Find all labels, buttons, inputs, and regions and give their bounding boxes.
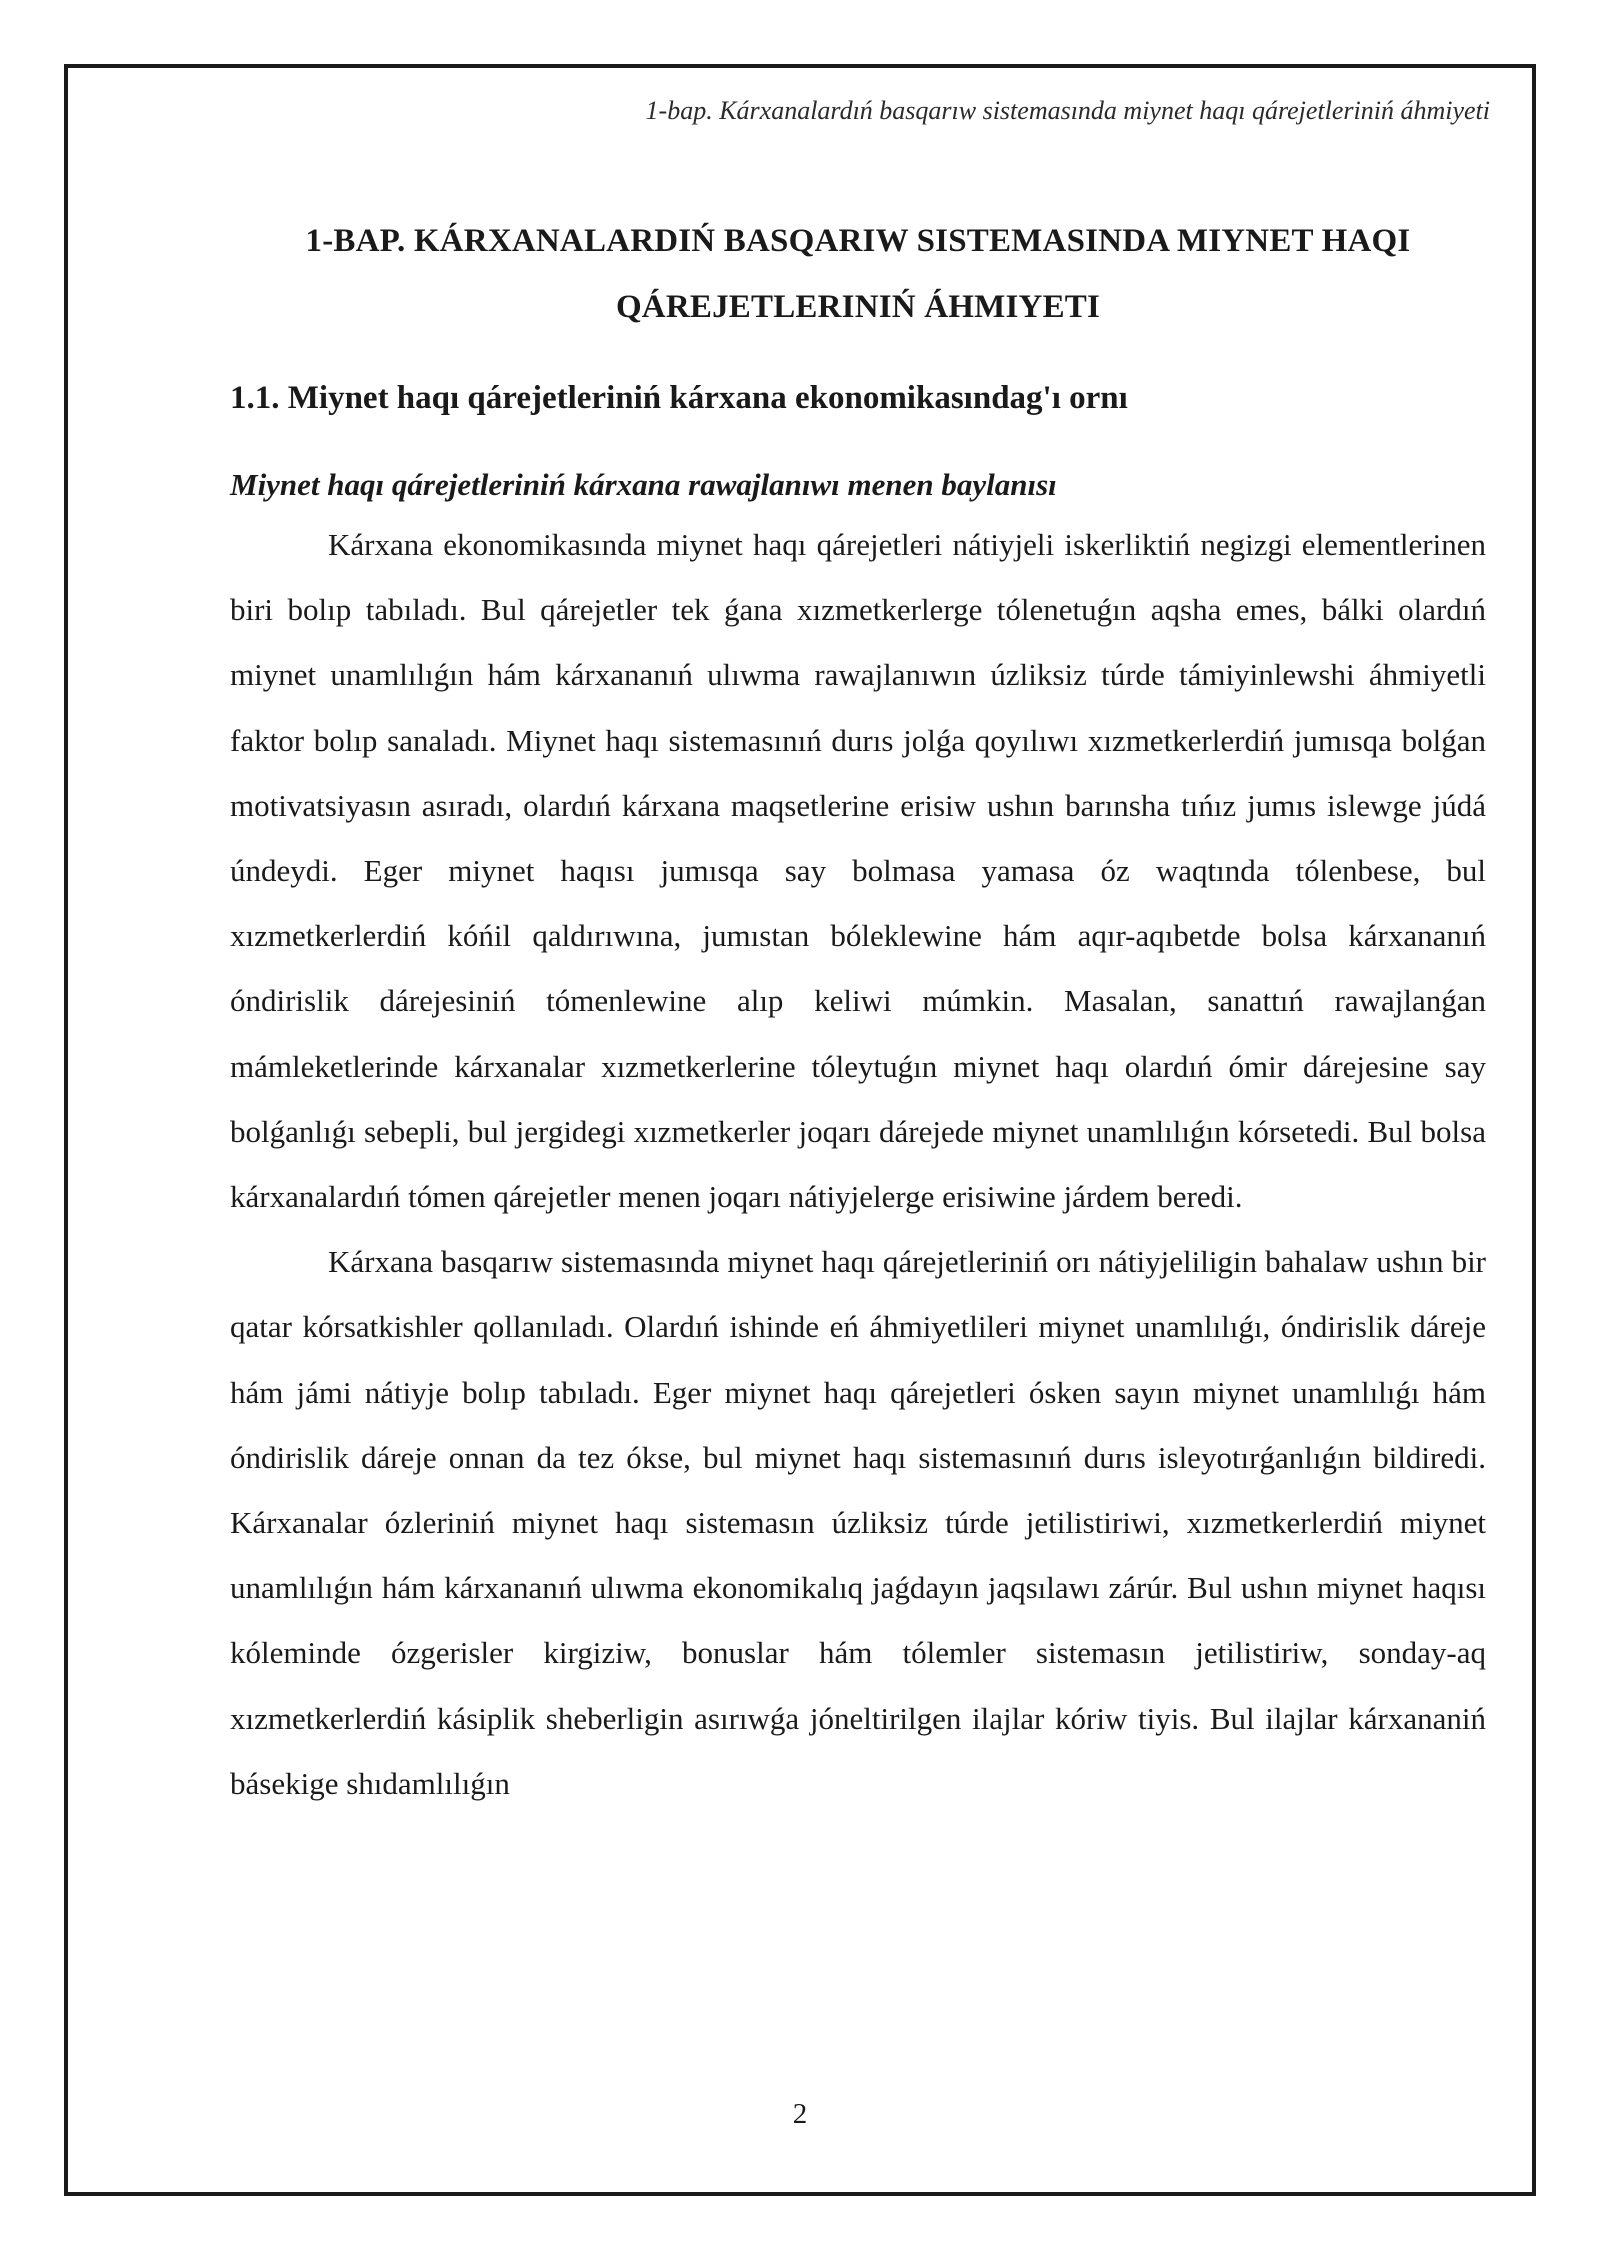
body-paragraph: Kárxana basqarıw sistemasında miynet haqı qárejetleriniń orı nátiyjeliligin bahalaw ushın bir qatar kórsatkishler qollanıladı. Olardıń ishinde eń áhmiyetlileri miynet unamlılıǵı, óndirislik dáreje hám jámi nátiyje bolıp tabıladı. Eger miynet haqı qárejetleri ósken sayın miynet unamlılıǵı hám óndirislik dáreje onnan da tez ókse, bul miynet haqı sistemasınıń durıs isleyotırǵanlıǵın bildiredi. Kárxanalar ózleriniń miynet haqı sistemasın úzliksiz túrde jetilistiriwi, xızmetkerlerdiń miynet unamlılıǵın hám kárxananıń ulıwma ekonomikalıq jaǵdayın jaqsılawı zárúr. Bul ushın miynet haqısı kóleminde ózgerisler kirgiziw, bonuslar hám tólemler sistemasın jetilistiriw, sonday-aq xızmetkerlerdiń kásiplik sheberligin asırıwǵa jóneltirilgen ilajlar kóriw tiyis. Bul ilajlar kárxananiń básekige shıdamlılıǵın [230, 1244, 1486, 1801]
body-paragraph: Kárxana ekonomikasında miynet haqı qárejetleri nátiyjeli iskerliktiń negizgi elementlerinen biri bolıp tabıladı. Bul qárejetler tek ǵana xızmetkerlerge tólenetuǵın aqsha emes, bálki olardıń miynet unamlılıǵın hám kárxananıń ulıwma rawajlanıwın úzliksiz túrde támiyinlewshi áhmiyetli faktor bolıp sanaladı. Miynet haqı sistemasınıń durıs jolǵa qoyılıwı xızmetkerlerdiń jumısqa bolǵan motivatsiyasın asıradı, olardıń kárxana maqsetlerine erisiw ushın barınsha tıńız jumıs islewge júdá úndeydi. Eger miynet haqısı jumısqa say bolmasa yamasa óz waqtında tólenbese, bul xızmetkerlerdiń kóńil qaldırıwına, jumıstan bóleklewine hám aqır-aqıbetde bolsa kárxananıń óndirislik dárejesiniń tómenlewine alıp keliwi múmkin. Masalan, sanattıń rawajlanǵan mámleketlerinde kárxanalar xızmetkerlerine tóleytuǵın miynet haqı olardıń ómir dárejesine say bolǵanlıǵı sebepli, bul jergidegi xızmetkerler joqarı dárejede miynet unamlılıǵın kórsetedi. Bul bolsa kárxanalardıń tómen qárejetler menen joqarı nátiyjelerge erisiwine járdem beredi. [230, 527, 1486, 1215]
chapter-title: 1-BAP. KÁRXANALARDIŃ BASQARIW SISTEMASINDA MIYNET HAQI QÁREJETLERINIŃ ÁHMIYETI [305, 223, 1411, 325]
running-header: 1-bap. Kárxanalardıń basqarıw sistemasında miynet haqı qárejetleriniń áhmiyeti [645, 96, 1490, 125]
page-content [230, 208, 1486, 1816]
page-number: 2 [792, 2098, 808, 2130]
subsection-title: Miynet haqı qárejetleriniń kárxana rawajlanıwı menen baylanısı [230, 467, 1057, 502]
section-title: 1.1. Miynet haqı qárejetleriniń kárxana ekonomikasındag'ı ornı [230, 380, 1128, 416]
